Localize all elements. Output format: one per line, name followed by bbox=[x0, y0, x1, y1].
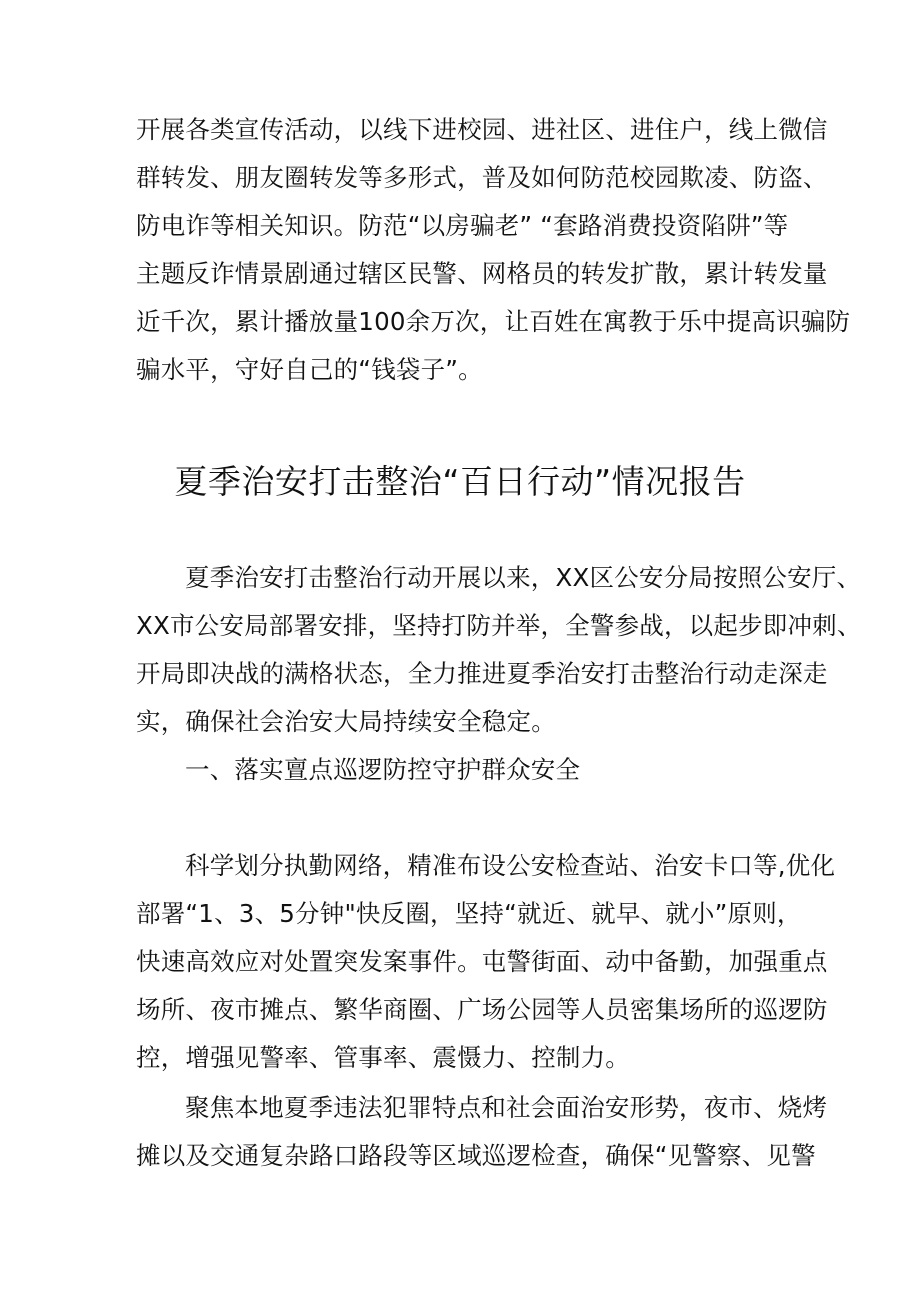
text-line: 控，增强见警率、管事率、震慑力、控制力。 bbox=[136, 1043, 630, 1072]
text-line: 近千次，累计播放量100余万次，让百姓在寓教于乐中提高识骗防 bbox=[136, 307, 851, 336]
text-line: 场所、夜市摊点、繁华商圈、广场公园等人员密集场所的巡逻防 bbox=[136, 995, 828, 1024]
text-line: 开局即决战的满格状态，全力推进夏季治安打击整治行动走深走 bbox=[136, 659, 828, 688]
text-line: 摊以及交通复杂路口路段等区域巡逻检查，确保“见警察、见警 bbox=[136, 1141, 816, 1170]
text-line: 实，确保社会治安大局持续安全稳定。 bbox=[136, 707, 556, 736]
patrol-paragraph bbox=[136, 842, 836, 1082]
text-line: 开展各类宣传活动，以线下进校园、进社区、进住户，线上微信 bbox=[136, 115, 828, 144]
text-line: 科学划分执勤网络，精准布设公安检查站、治安卡口等,优化 bbox=[185, 851, 836, 880]
text-line: 防电诈等相关知识。防范“以房骗老” “套路消费投资陷阱”等 bbox=[136, 211, 789, 240]
report-title: 夏季治安打击整治“百日行动”情况报告 bbox=[174, 462, 746, 501]
text-line: 骗水平，守好自己的“钱袋子”。 bbox=[136, 355, 483, 384]
text-line: XX市公安局部署安排，坚持打防并举，全警参战，以起步即冲刺、 bbox=[136, 611, 862, 640]
text-line: 夏季治安打击整治行动开展以来，XX区公安分局按照公安厅、 bbox=[185, 563, 862, 592]
text-line: 部署“1、3、5分钟"快反圈，坚持“就近、就早、就小”原则， bbox=[136, 899, 802, 928]
text-line: 快速高效应对处置突发案事件。屯警街面、动中备勤，加强重点 bbox=[136, 947, 828, 976]
text-line: 主题反诈情景剧通过辖区民警、网格员的转发扩散，累计转发量 bbox=[136, 259, 828, 288]
text-line: 聚焦本地夏季违法犯罪特点和社会面治安形势，夜市、烧烤 bbox=[185, 1093, 828, 1122]
focus-paragraph bbox=[136, 1084, 828, 1180]
section-heading: 一、落实亶点巡逻防控守护群众安全 bbox=[185, 755, 581, 784]
opening-paragraph bbox=[136, 554, 862, 794]
intro-paragraph bbox=[136, 106, 851, 394]
text-line: 群转发、朋友圈转发等多形式，普及如何防范校园欺凌、防盗、 bbox=[136, 163, 828, 192]
